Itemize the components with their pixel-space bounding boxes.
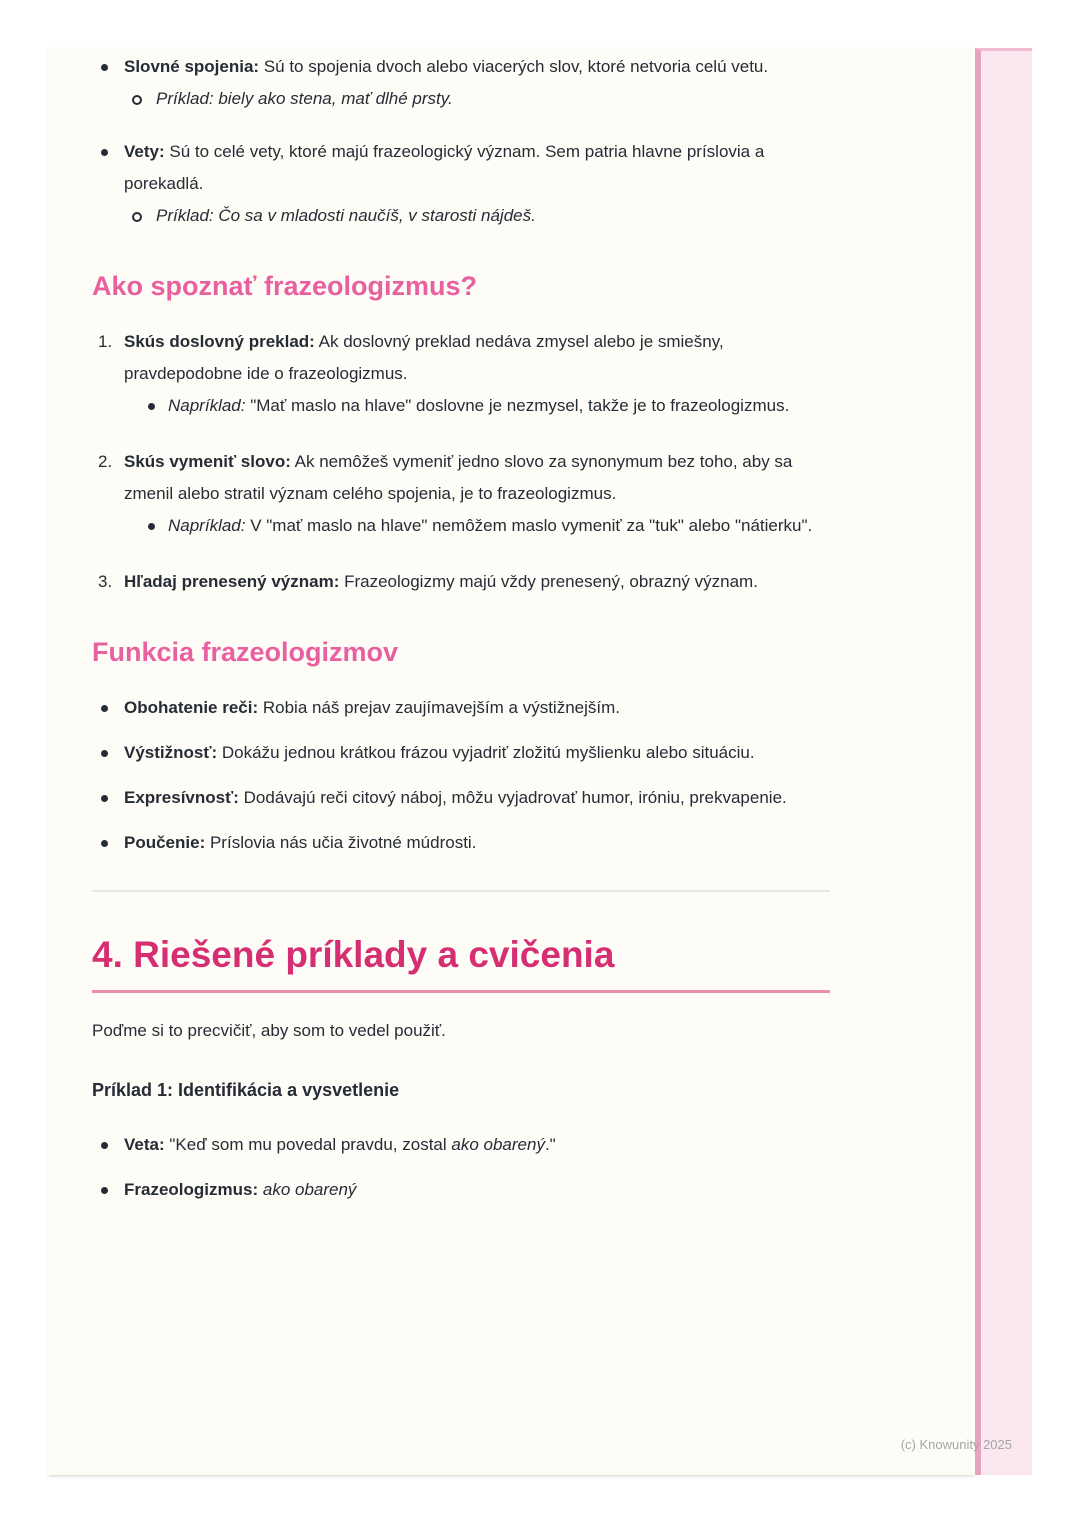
list-item xyxy=(92,136,830,232)
idiom-text: ako obarený xyxy=(262,1180,357,1199)
section-divider xyxy=(92,890,830,892)
step-label: Hľadaj prenesený význam: xyxy=(124,572,340,591)
term-text: Dodávajú reči citový náboj, môžu vyjadrovať humor, iróniu, prekvapenie. xyxy=(238,788,787,807)
list-item xyxy=(92,51,830,115)
page-edge-stripe xyxy=(975,48,1032,1475)
term-text: Príslovia nás učia životné múdrosti. xyxy=(205,833,477,852)
term-text: Robia náš prejav zaujímavejším a výstižnejším. xyxy=(258,698,620,717)
step-item xyxy=(92,566,830,598)
example-sublist xyxy=(124,200,830,232)
section-heading-function: Funkcia frazeologizmov xyxy=(92,637,399,667)
step-number: 3. xyxy=(98,572,113,591)
term-label: Veta: xyxy=(124,1135,165,1154)
term-label: Frazeologizmus: xyxy=(124,1180,259,1199)
term-label: Poučenie: xyxy=(124,833,206,852)
intro-bullet-list xyxy=(92,51,830,232)
term-text: Sú to spojenia dvoch alebo viacerých slov, ktoré netvoria celú vetu. xyxy=(259,57,769,76)
example-list xyxy=(92,1129,830,1206)
term-text: Sú to celé vety, ktoré majú frazeologický význam. Sem patria hlavne príslovia a porekadlá. xyxy=(124,142,765,193)
step-label: Skús vymeniť slovo: xyxy=(124,452,291,471)
step-number: 2. xyxy=(98,452,113,471)
step-text: Ak doslovný preklad nedáva zmysel alebo je smiešny, pravdepodobne ide o frazeologizmus. xyxy=(124,332,724,383)
example-sublist xyxy=(124,510,830,542)
list-item xyxy=(92,737,830,769)
term-label: Výstižnosť: xyxy=(124,743,218,762)
example-item: Príklad: Čo sa v mladosti naučíš, v starosti nájdeš. xyxy=(124,200,830,232)
step-number: 1. xyxy=(98,332,113,351)
step-label: Skús doslovný preklad: xyxy=(124,332,315,351)
example-sublist xyxy=(124,390,830,422)
example-text: V "mať maslo na hlave" nemôžem maslo vymeniť za "tuk" alebo "nátierku". xyxy=(245,516,813,535)
example-heading: Príklad 1: Identifikácia a vysvetlenie xyxy=(92,1080,400,1100)
list-item xyxy=(92,1129,830,1161)
list-item xyxy=(92,1174,830,1206)
term-label: Expresívnosť: xyxy=(124,788,239,807)
term-text: ." xyxy=(544,1135,556,1154)
step-item xyxy=(92,326,830,422)
term-label: Slovné spojenia: xyxy=(124,57,260,76)
term-text: "Keď som mu povedal pravdu, zostal xyxy=(164,1135,452,1154)
functions-list xyxy=(92,692,830,859)
example-text: "Mať maslo na hlave" doslovne je nezmysel, takže je to frazeologizmus. xyxy=(245,396,790,415)
list-item xyxy=(92,692,830,724)
example-item xyxy=(124,390,830,422)
list-item xyxy=(92,827,830,859)
document-content xyxy=(92,51,830,1206)
chapter-heading: 4. Riešené príklady a cvičenia xyxy=(92,932,830,993)
example-sublist xyxy=(124,83,830,115)
example-label: Napríklad: xyxy=(168,516,246,535)
example-item xyxy=(124,510,830,542)
example-item: Príklad: biely ako stena, mať dlhé prsty. xyxy=(124,83,830,115)
section-heading-how: Ako spoznať frazeologizmus? xyxy=(92,271,477,301)
idiom-text: ako obarený xyxy=(451,1135,545,1154)
list-item xyxy=(92,782,830,814)
copyright-notice: (c) Knowunity 2025 xyxy=(900,1437,1012,1452)
example-label: Napríklad: xyxy=(168,396,246,415)
term-label: Obohatenie reči: xyxy=(124,698,259,717)
chapter-intro: Poďme si to precvičiť, aby som to vedel použiť. xyxy=(92,1021,446,1040)
document-page xyxy=(48,48,975,1475)
step-text: Frazeologizmy majú vždy prenesený, obrazný význam. xyxy=(339,572,758,591)
term-text: Dokážu jednou krátkou frázou vyjadriť zložitú myšlienku alebo situáciu. xyxy=(217,743,755,762)
steps-list xyxy=(92,326,830,598)
step-text: Ak nemôžeš vymeniť jedno slovo za synonymum bez toho, aby sa zmenil alebo stratil význam celého spojenia, je to frazeologizmus. xyxy=(124,452,793,503)
term-label: Vety: xyxy=(124,142,165,161)
step-item xyxy=(92,446,830,542)
